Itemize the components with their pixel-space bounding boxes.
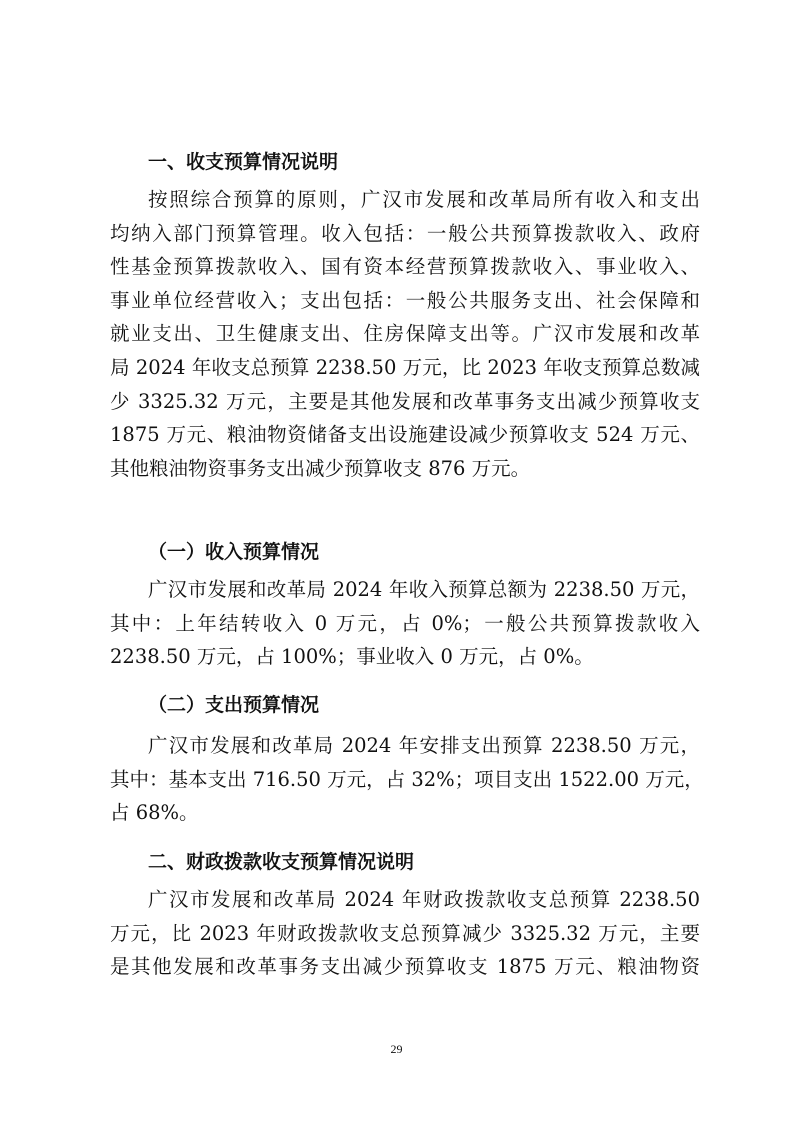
paragraph-line: 广汉市发展和改革局 2024 年收入预算总额为 2238.50 万元， <box>148 578 700 601</box>
section-body-income-budget <box>110 573 700 674</box>
paragraph-line: 就业支出、卫生健康支出、住房保障支出等。广汉市发展和改革 <box>110 322 700 346</box>
paragraph-line: 按照综合预算的原则，广汉市发展和改革局所有收入和支出 <box>148 188 700 211</box>
paragraph-line: 其他粮油物资事务支出减少预算收支 876 万元。 <box>110 456 531 480</box>
paragraph-line: 广汉市发展和改革局 2024 年财政拨款收支总预算 2238.50 <box>148 888 700 911</box>
section-heading-expenditure-budget: （二）支出预算情况 <box>148 694 320 716</box>
paragraph-line: 其中：基本支出 716.50 万元，占 32%；项目支出 1522.00 万元， <box>110 767 704 791</box>
section-heading-income-budget: （一）收入预算情况 <box>148 541 320 563</box>
paragraph-line: 性基金预算拨款收入、国有资本经营预算拨款收入、事业收入、 <box>110 255 700 279</box>
paragraph-line: 是其他发展和改革事务支出减少预算收支 1875 万元、粮油物资 <box>110 955 700 979</box>
paragraph-line: 其中：上年结转收入 0 万元，占 0%；一般公共预算拨款收入 <box>110 611 700 635</box>
paragraph-line: 2238.50 万元，占 100%；事业收入 0 万元，占 0%。 <box>110 645 594 669</box>
paragraph-line: 均纳入部门预算管理。收入包括：一般公共预算拨款收入、政府 <box>110 221 700 245</box>
paragraph-line: 少 3325.32 万元，主要是其他发展和改革事务支出减少预算收支 <box>110 389 700 413</box>
paragraph-line: 万元，比 2023 年财政拨款收支总预算减少 3325.32 万元，主要 <box>110 921 700 945</box>
paragraph-line: 广汉市发展和改革局 2024 年安排支出预算 2238.50 万元， <box>148 734 700 757</box>
section-heading-budget-overview: 一、收支预算情况说明 <box>148 151 339 173</box>
paragraph-line: 事业单位经营收入；支出包括：一般公共服务支出、社会保障和 <box>110 288 700 312</box>
section-heading-fiscal-allocation: 二、财政拨款收支预算情况说明 <box>148 851 415 873</box>
section-body-expenditure-budget <box>110 729 704 830</box>
section-body-fiscal-allocation <box>110 883 700 984</box>
page-number: 29 <box>390 1042 403 1056</box>
section-body-budget-overview <box>110 183 700 485</box>
paragraph-line: 局 2024 年收支总预算 2238.50 万元，比 2023 年收支预算总数减 <box>110 355 700 379</box>
paragraph-line: 1875 万元、粮油物资储备支出设施建设减少预算收支 524 万元、 <box>110 423 700 447</box>
paragraph-line: 占 68%。 <box>110 801 199 825</box>
